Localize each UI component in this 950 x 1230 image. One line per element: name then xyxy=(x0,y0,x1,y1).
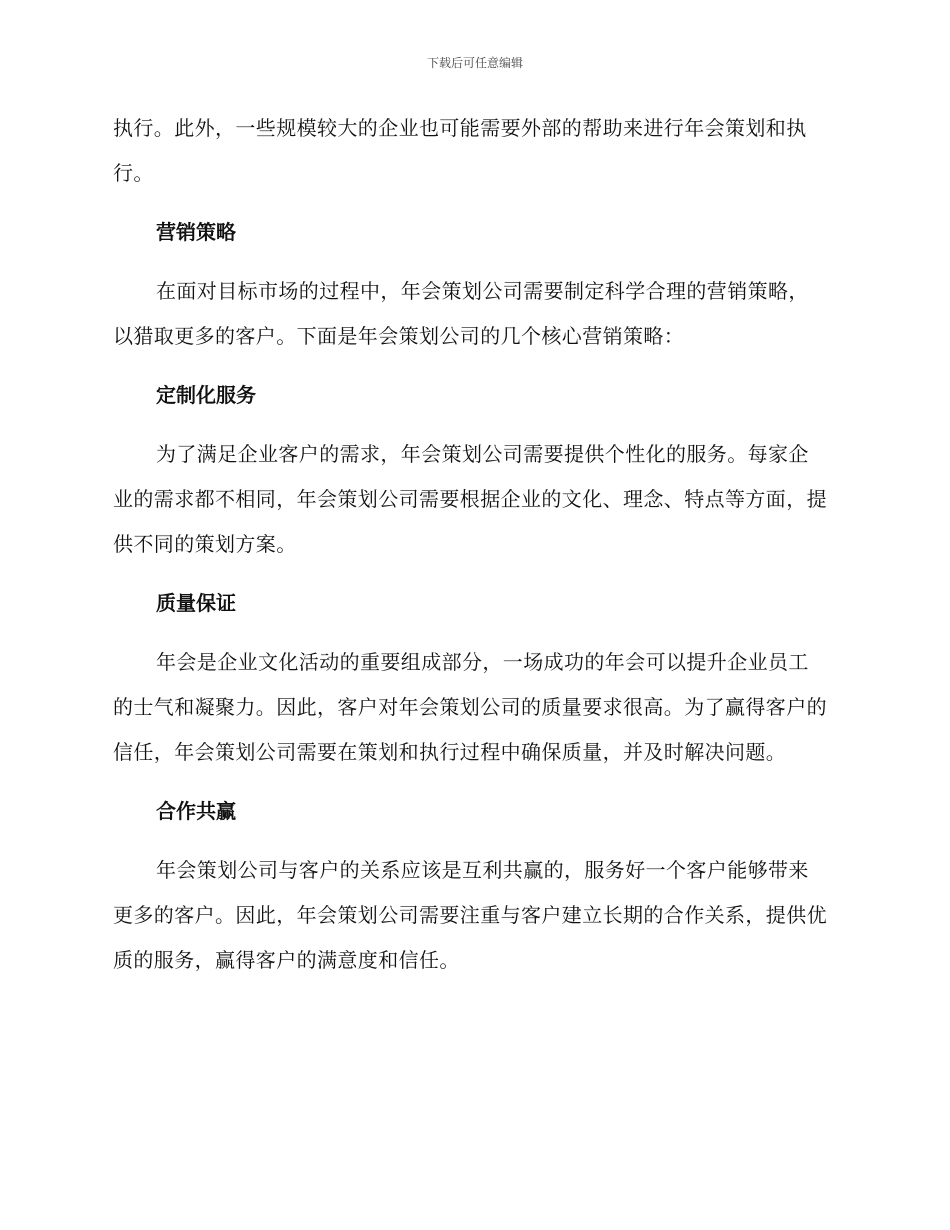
document-body xyxy=(113,106,829,983)
heading-win-win-cooperation: 合作共赢 xyxy=(156,799,236,823)
paragraph-win-win-cooperation: 年会策划公司与客户的关系应该是互利共赢的，服务好一个客户能够带来更多的客户。因此，年会策划公司需要注重与客户建立长期的合作关系，提供优质的服务，赢得客户的满意度和信任。 xyxy=(113,858,827,972)
paragraph-customized-service: 为了满足企业客户的需求，年会策划公司需要提供个性化的服务。每家企业的需求都不相同，年会策划公司需要根据企业的文化、理念、特点等方面，提供不同的策划方案。 xyxy=(113,442,827,556)
heading-quality-assurance: 质量保证 xyxy=(156,591,236,615)
paragraph-quality-assurance: 年会是企业文化活动的重要组成部分，一场成功的年会可以提升企业员工的士气和凝聚力。因此，客户对年会策划公司的质量要求很高。为了赢得客户的信任，年会策划公司需要在策划和执行过程中确保质量，并及时解决问题。 xyxy=(113,650,827,764)
heading-marketing-strategy: 营销策略 xyxy=(156,220,236,244)
page-header: 下载后可任意编辑 xyxy=(426,56,523,70)
paragraph-marketing-intro: 在面对目标市场的过程中，年会策划公司需要制定科学合理的营销策略，以猎取更多的客户。下面是年会策划公司的几个核心营销策略： xyxy=(113,279,809,348)
heading-customized-service: 定制化服务 xyxy=(156,383,256,407)
paragraph-continuation: 执行。此外，一些规模较大的企业也可能需要外部的帮助来进行年会策划和执行。 xyxy=(113,116,807,185)
